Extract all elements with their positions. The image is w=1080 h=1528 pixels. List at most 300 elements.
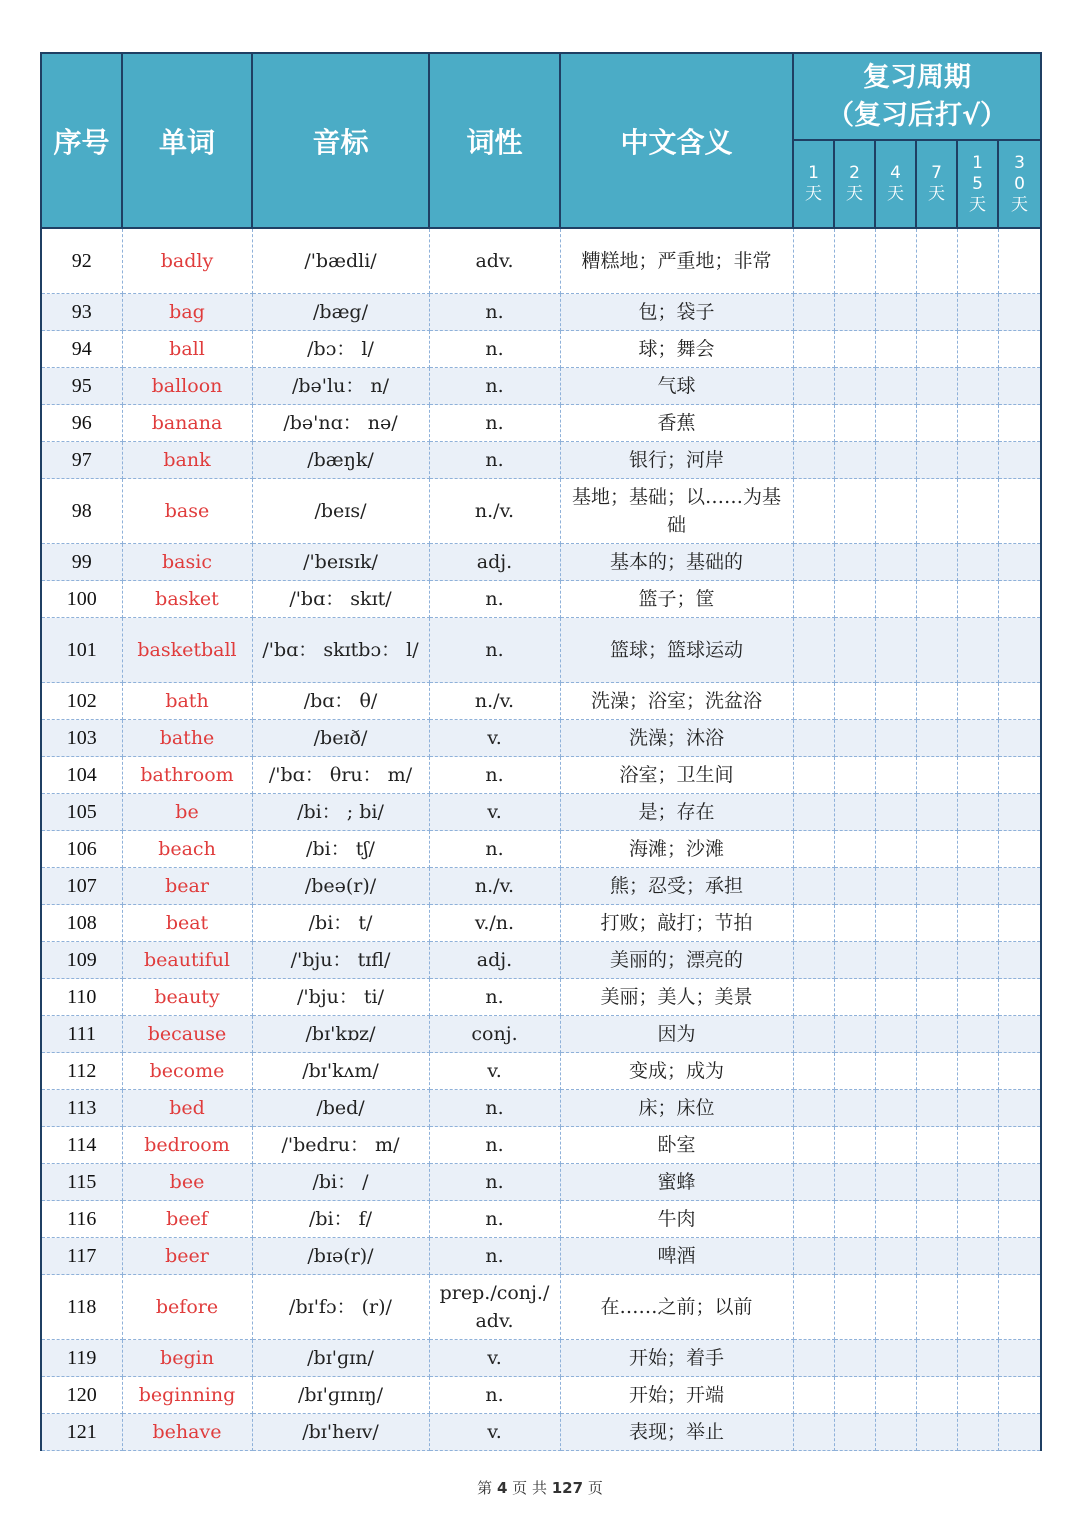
- review-checkbox-cell[interactable]: [998, 405, 1041, 442]
- review-checkbox-cell[interactable]: [957, 683, 998, 720]
- review-checkbox-cell[interactable]: [957, 868, 998, 905]
- row-meaning: 美丽；美人；美景: [560, 979, 793, 1016]
- review-checkbox-cell[interactable]: [998, 1377, 1041, 1414]
- review-checkbox-cell[interactable]: [834, 979, 875, 1016]
- review-checkbox-cell[interactable]: [957, 618, 998, 683]
- review-checkbox-cell[interactable]: [916, 1164, 957, 1201]
- review-day-label-part: 2: [849, 163, 860, 183]
- row-index: 120: [41, 1377, 122, 1414]
- row-index: 114: [41, 1127, 122, 1164]
- row-word: begin: [122, 1340, 252, 1377]
- row-meaning: 洗澡；浴室；洗盆浴: [560, 683, 793, 720]
- review-checkbox-cell[interactable]: [834, 479, 875, 544]
- review-checkbox-cell[interactable]: [957, 368, 998, 405]
- review-checkbox-cell[interactable]: [834, 1201, 875, 1238]
- row-part-of-speech: prep./conj./adv.: [429, 1275, 560, 1340]
- row-word: behave: [122, 1414, 252, 1451]
- review-day-label-part: 1: [808, 163, 819, 183]
- review-checkbox-cell[interactable]: [834, 331, 875, 368]
- review-checkbox-cell[interactable]: [957, 905, 998, 942]
- table-row: [41, 1340, 1041, 1377]
- review-checkbox-cell[interactable]: [957, 405, 998, 442]
- review-checkbox-cell[interactable]: [793, 1414, 834, 1451]
- row-word: banana: [122, 405, 252, 442]
- review-checkbox-cell[interactable]: [957, 1275, 998, 1340]
- table-row: [41, 544, 1041, 581]
- review-checkbox-cell[interactable]: [793, 544, 834, 581]
- header-meaning: 中文含义: [560, 53, 793, 228]
- footer-total-pages: 127: [551, 1479, 584, 1497]
- row-word: bee: [122, 1164, 252, 1201]
- row-index: 108: [41, 905, 122, 942]
- row-meaning: 篮球；篮球运动: [560, 618, 793, 683]
- review-checkbox-cell[interactable]: [998, 1016, 1041, 1053]
- review-checkbox-cell[interactable]: [875, 979, 916, 1016]
- review-checkbox-cell[interactable]: [875, 1275, 916, 1340]
- review-checkbox-cell[interactable]: [916, 1053, 957, 1090]
- review-checkbox-cell[interactable]: [916, 979, 957, 1016]
- review-checkbox-cell[interactable]: [834, 905, 875, 942]
- review-checkbox-cell[interactable]: [793, 581, 834, 618]
- review-checkbox-cell[interactable]: [875, 294, 916, 331]
- review-checkbox-cell[interactable]: [916, 331, 957, 368]
- review-checkbox-cell[interactable]: [957, 942, 998, 979]
- row-index: 97: [41, 442, 122, 479]
- review-checkbox-cell[interactable]: [793, 831, 834, 868]
- row-index: 101: [41, 618, 122, 683]
- row-meaning: 美丽的；漂亮的: [560, 942, 793, 979]
- page-footer: [0, 1477, 1080, 1498]
- review-day-label-part: 天: [805, 184, 822, 204]
- row-meaning: 球；舞会: [560, 331, 793, 368]
- row-meaning: 开始；开端: [560, 1377, 793, 1414]
- review-checkbox-cell[interactable]: [916, 1201, 957, 1238]
- review-checkbox-cell[interactable]: [916, 1090, 957, 1127]
- review-checkbox-cell[interactable]: [834, 581, 875, 618]
- review-checkbox-cell[interactable]: [957, 294, 998, 331]
- review-checkbox-cell[interactable]: [998, 868, 1041, 905]
- review-checkbox-cell[interactable]: [998, 979, 1041, 1016]
- review-checkbox-cell[interactable]: [916, 942, 957, 979]
- row-part-of-speech: n.: [429, 405, 560, 442]
- row-word: bedroom: [122, 1127, 252, 1164]
- row-index: 116: [41, 1201, 122, 1238]
- row-part-of-speech: n./v.: [429, 683, 560, 720]
- row-phonetic: /'bædli/: [252, 228, 429, 294]
- review-checkbox-cell[interactable]: [834, 1053, 875, 1090]
- row-phonetic: /'beɪsɪk/: [252, 544, 429, 581]
- review-checkbox-cell[interactable]: [793, 1201, 834, 1238]
- row-word: basic: [122, 544, 252, 581]
- row-phonetic: /'bɑ： skɪt/: [252, 581, 429, 618]
- review-checkbox-cell[interactable]: [998, 905, 1041, 942]
- row-meaning: 因为: [560, 1016, 793, 1053]
- review-checkbox-cell[interactable]: [875, 1090, 916, 1127]
- review-checkbox-cell[interactable]: [916, 831, 957, 868]
- review-checkbox-cell[interactable]: [875, 1053, 916, 1090]
- review-checkbox-cell[interactable]: [793, 942, 834, 979]
- row-word: be: [122, 794, 252, 831]
- review-checkbox-cell[interactable]: [793, 331, 834, 368]
- review-checkbox-cell[interactable]: [916, 1340, 957, 1377]
- review-checkbox-cell[interactable]: [834, 1377, 875, 1414]
- review-checkbox-cell[interactable]: [998, 442, 1041, 479]
- review-checkbox-cell[interactable]: [834, 294, 875, 331]
- review-checkbox-cell[interactable]: [916, 581, 957, 618]
- row-phonetic: /bi： /: [252, 1164, 429, 1201]
- row-meaning: 表现；举止: [560, 1414, 793, 1451]
- review-checkbox-cell[interactable]: [998, 544, 1041, 581]
- row-part-of-speech: conj.: [429, 1016, 560, 1053]
- row-part-of-speech: n.: [429, 331, 560, 368]
- review-checkbox-cell[interactable]: [834, 1238, 875, 1275]
- review-checkbox-cell[interactable]: [834, 544, 875, 581]
- row-phonetic: /bɑ： θ/: [252, 683, 429, 720]
- row-phonetic: /bi： f/: [252, 1201, 429, 1238]
- review-checkbox-cell[interactable]: [916, 905, 957, 942]
- review-checkbox-cell[interactable]: [957, 1340, 998, 1377]
- row-index: 109: [41, 942, 122, 979]
- review-checkbox-cell[interactable]: [793, 794, 834, 831]
- row-word: beat: [122, 905, 252, 942]
- review-checkbox-cell[interactable]: [875, 868, 916, 905]
- header-review-cycle: [793, 53, 1041, 140]
- row-part-of-speech: n./v.: [429, 868, 560, 905]
- review-checkbox-cell[interactable]: [998, 720, 1041, 757]
- row-phonetic: /beɪs/: [252, 479, 429, 544]
- row-word: beginning: [122, 1377, 252, 1414]
- table-row: [41, 1016, 1041, 1053]
- row-meaning: 气球: [560, 368, 793, 405]
- review-checkbox-cell[interactable]: [834, 1414, 875, 1451]
- review-checkbox-cell[interactable]: [916, 479, 957, 544]
- review-checkbox-cell[interactable]: [834, 442, 875, 479]
- row-phonetic: /bɪ'heɪv/: [252, 1414, 429, 1451]
- review-checkbox-cell[interactable]: [998, 479, 1041, 544]
- row-word: bear: [122, 868, 252, 905]
- review-checkbox-cell[interactable]: [875, 1238, 916, 1275]
- row-part-of-speech: n.: [429, 1201, 560, 1238]
- review-checkbox-cell[interactable]: [957, 228, 998, 294]
- review-checkbox-cell[interactable]: [957, 794, 998, 831]
- review-checkbox-cell[interactable]: [957, 831, 998, 868]
- review-checkbox-cell[interactable]: [875, 1164, 916, 1201]
- review-checkbox-cell[interactable]: [916, 720, 957, 757]
- review-checkbox-cell[interactable]: [793, 720, 834, 757]
- review-checkbox-cell[interactable]: [998, 368, 1041, 405]
- table-row: [41, 794, 1041, 831]
- table-row: [41, 331, 1041, 368]
- row-phonetic: /bɪ'kɒz/: [252, 1016, 429, 1053]
- vocabulary-table: [40, 52, 1042, 1451]
- review-checkbox-cell[interactable]: [875, 368, 916, 405]
- review-day-label-part: 天: [928, 184, 945, 204]
- review-checkbox-cell[interactable]: [957, 1238, 998, 1275]
- review-checkbox-cell[interactable]: [998, 1053, 1041, 1090]
- row-word: bathe: [122, 720, 252, 757]
- review-checkbox-cell[interactable]: [916, 368, 957, 405]
- review-checkbox-cell[interactable]: [834, 368, 875, 405]
- review-checkbox-cell[interactable]: [875, 1340, 916, 1377]
- review-checkbox-cell[interactable]: [875, 405, 916, 442]
- review-checkbox-cell[interactable]: [957, 1127, 998, 1164]
- review-checkbox-cell[interactable]: [998, 794, 1041, 831]
- review-checkbox-cell[interactable]: [793, 1016, 834, 1053]
- row-meaning: 蜜蜂: [560, 1164, 793, 1201]
- review-checkbox-cell[interactable]: [957, 1414, 998, 1451]
- row-part-of-speech: adj.: [429, 544, 560, 581]
- row-phonetic: /bæg/: [252, 294, 429, 331]
- review-checkbox-cell[interactable]: [793, 1377, 834, 1414]
- row-index: 110: [41, 979, 122, 1016]
- row-part-of-speech: n.: [429, 1377, 560, 1414]
- review-checkbox-cell[interactable]: [998, 228, 1041, 294]
- review-checkbox-cell[interactable]: [957, 331, 998, 368]
- review-checkbox-cell[interactable]: [875, 1016, 916, 1053]
- review-checkbox-cell[interactable]: [793, 368, 834, 405]
- review-checkbox-cell[interactable]: [998, 1127, 1041, 1164]
- review-checkbox-cell[interactable]: [875, 479, 916, 544]
- review-checkbox-cell[interactable]: [834, 1090, 875, 1127]
- review-checkbox-cell[interactable]: [957, 544, 998, 581]
- review-checkbox-cell[interactable]: [957, 1090, 998, 1127]
- table-row: [41, 979, 1041, 1016]
- review-checkbox-cell[interactable]: [834, 405, 875, 442]
- review-checkbox-cell[interactable]: [834, 1127, 875, 1164]
- row-index: 104: [41, 757, 122, 794]
- review-checkbox-cell[interactable]: [957, 720, 998, 757]
- review-checkbox-cell[interactable]: [834, 720, 875, 757]
- review-checkbox-cell[interactable]: [998, 1238, 1041, 1275]
- review-checkbox-cell[interactable]: [998, 1201, 1041, 1238]
- row-index: 100: [41, 581, 122, 618]
- review-checkbox-cell[interactable]: [793, 294, 834, 331]
- review-day-header: [916, 140, 957, 228]
- review-checkbox-cell[interactable]: [998, 618, 1041, 683]
- review-checkbox-cell[interactable]: [793, 1127, 834, 1164]
- review-checkbox-cell[interactable]: [875, 720, 916, 757]
- review-checkbox-cell[interactable]: [998, 1414, 1041, 1451]
- review-checkbox-cell[interactable]: [957, 1164, 998, 1201]
- review-checkbox-cell[interactable]: [875, 1127, 916, 1164]
- table-row: [41, 1053, 1041, 1090]
- review-checkbox-cell[interactable]: [916, 228, 957, 294]
- row-meaning: 牛肉: [560, 1201, 793, 1238]
- row-index: 115: [41, 1164, 122, 1201]
- review-checkbox-cell[interactable]: [998, 1340, 1041, 1377]
- row-index: 95: [41, 368, 122, 405]
- review-checkbox-cell[interactable]: [916, 294, 957, 331]
- review-checkbox-cell[interactable]: [916, 1275, 957, 1340]
- row-meaning: 海滩；沙滩: [560, 831, 793, 868]
- review-checkbox-cell[interactable]: [916, 1377, 957, 1414]
- row-meaning: 开始；着手: [560, 1340, 793, 1377]
- review-checkbox-cell[interactable]: [916, 757, 957, 794]
- review-day-label-part: 3: [1014, 152, 1025, 173]
- review-checkbox-cell[interactable]: [793, 1238, 834, 1275]
- review-checkbox-cell[interactable]: [875, 228, 916, 294]
- review-checkbox-cell[interactable]: [834, 1016, 875, 1053]
- review-checkbox-cell[interactable]: [957, 479, 998, 544]
- review-checkbox-cell[interactable]: [875, 1201, 916, 1238]
- review-checkbox-cell[interactable]: [998, 942, 1041, 979]
- row-word: base: [122, 479, 252, 544]
- table-row: [41, 479, 1041, 544]
- review-checkbox-cell[interactable]: [916, 1127, 957, 1164]
- table-row: [41, 1201, 1041, 1238]
- row-part-of-speech: v./n.: [429, 905, 560, 942]
- review-checkbox-cell[interactable]: [834, 1164, 875, 1201]
- row-word: bank: [122, 442, 252, 479]
- review-checkbox-cell[interactable]: [793, 1164, 834, 1201]
- review-checkbox-cell[interactable]: [875, 794, 916, 831]
- review-checkbox-cell[interactable]: [875, 1414, 916, 1451]
- review-checkbox-cell[interactable]: [998, 294, 1041, 331]
- review-checkbox-cell[interactable]: [916, 868, 957, 905]
- review-checkbox-cell[interactable]: [834, 1340, 875, 1377]
- row-meaning: 啤酒: [560, 1238, 793, 1275]
- review-checkbox-cell[interactable]: [875, 942, 916, 979]
- table-row: [41, 1275, 1041, 1340]
- review-checkbox-cell[interactable]: [834, 794, 875, 831]
- review-day-label-part: 天: [887, 184, 904, 204]
- table-row: [41, 1414, 1041, 1451]
- review-checkbox-cell[interactable]: [998, 831, 1041, 868]
- review-checkbox-cell[interactable]: [793, 683, 834, 720]
- review-checkbox-cell[interactable]: [875, 683, 916, 720]
- review-checkbox-cell[interactable]: [793, 1053, 834, 1090]
- row-phonetic: /bɔ： l/: [252, 331, 429, 368]
- row-phonetic: /bed/: [252, 1090, 429, 1127]
- review-checkbox-cell[interactable]: [793, 442, 834, 479]
- row-phonetic: /'bju： tɪfl/: [252, 942, 429, 979]
- review-checkbox-cell[interactable]: [957, 979, 998, 1016]
- review-checkbox-cell[interactable]: [875, 544, 916, 581]
- header-word: 单词: [122, 53, 252, 228]
- review-checkbox-cell[interactable]: [793, 1090, 834, 1127]
- review-checkbox-cell[interactable]: [957, 1053, 998, 1090]
- review-checkbox-cell[interactable]: [916, 1238, 957, 1275]
- row-meaning: 银行；河岸: [560, 442, 793, 479]
- review-checkbox-cell[interactable]: [793, 618, 834, 683]
- review-checkbox-cell[interactable]: [875, 757, 916, 794]
- row-meaning: 基地；基础；以……为基础: [560, 479, 793, 544]
- review-checkbox-cell[interactable]: [916, 683, 957, 720]
- review-checkbox-cell[interactable]: [834, 618, 875, 683]
- review-checkbox-cell[interactable]: [957, 1201, 998, 1238]
- row-index: 112: [41, 1053, 122, 1090]
- row-phonetic: /bæŋk/: [252, 442, 429, 479]
- review-checkbox-cell[interactable]: [793, 405, 834, 442]
- review-checkbox-cell[interactable]: [916, 442, 957, 479]
- row-phonetic: /'bedru： m/: [252, 1127, 429, 1164]
- review-checkbox-cell[interactable]: [834, 868, 875, 905]
- review-checkbox-cell[interactable]: [916, 1414, 957, 1451]
- row-meaning: 香蕉: [560, 405, 793, 442]
- review-checkbox-cell[interactable]: [793, 979, 834, 1016]
- review-checkbox-cell[interactable]: [957, 442, 998, 479]
- row-part-of-speech: n.: [429, 294, 560, 331]
- review-checkbox-cell[interactable]: [875, 905, 916, 942]
- table-row: [41, 228, 1041, 294]
- review-checkbox-cell[interactable]: [916, 544, 957, 581]
- row-phonetic: /'bju： ti/: [252, 979, 429, 1016]
- review-day-label-part: 4: [890, 163, 901, 183]
- review-checkbox-cell[interactable]: [916, 1016, 957, 1053]
- table-row: [41, 905, 1041, 942]
- vocabulary-sheet: [40, 52, 1040, 1451]
- review-checkbox-cell[interactable]: [793, 1275, 834, 1340]
- review-checkbox-cell[interactable]: [998, 581, 1041, 618]
- review-checkbox-cell[interactable]: [957, 581, 998, 618]
- row-meaning: 打败；敲打；节拍: [560, 905, 793, 942]
- review-checkbox-cell[interactable]: [998, 1090, 1041, 1127]
- table-row: [41, 831, 1041, 868]
- review-checkbox-cell[interactable]: [957, 1016, 998, 1053]
- row-part-of-speech: n.: [429, 581, 560, 618]
- review-checkbox-cell[interactable]: [998, 757, 1041, 794]
- review-checkbox-cell[interactable]: [793, 228, 834, 294]
- row-index: 103: [41, 720, 122, 757]
- review-checkbox-cell[interactable]: [957, 757, 998, 794]
- row-phonetic: /bɪ'kʌm/: [252, 1053, 429, 1090]
- review-checkbox-cell[interactable]: [875, 331, 916, 368]
- review-checkbox-cell[interactable]: [793, 905, 834, 942]
- review-checkbox-cell[interactable]: [834, 831, 875, 868]
- review-checkbox-cell[interactable]: [916, 405, 957, 442]
- row-index: 102: [41, 683, 122, 720]
- review-checkbox-cell[interactable]: [793, 868, 834, 905]
- review-checkbox-cell[interactable]: [834, 757, 875, 794]
- review-checkbox-cell[interactable]: [998, 1164, 1041, 1201]
- row-index: 113: [41, 1090, 122, 1127]
- review-checkbox-cell[interactable]: [793, 1340, 834, 1377]
- row-index: 121: [41, 1414, 122, 1451]
- review-checkbox-cell[interactable]: [916, 794, 957, 831]
- review-checkbox-cell[interactable]: [793, 479, 834, 544]
- review-checkbox-cell[interactable]: [875, 618, 916, 683]
- table-row: [41, 1164, 1041, 1201]
- table-row: [41, 405, 1041, 442]
- row-part-of-speech: n.: [429, 1164, 560, 1201]
- row-meaning: 床；床位: [560, 1090, 793, 1127]
- review-checkbox-cell[interactable]: [875, 1377, 916, 1414]
- row-index: 111: [41, 1016, 122, 1053]
- table-row: [41, 1377, 1041, 1414]
- review-checkbox-cell[interactable]: [957, 1377, 998, 1414]
- row-phonetic: /bɪ'ɡɪn/: [252, 1340, 429, 1377]
- review-checkbox-cell[interactable]: [793, 757, 834, 794]
- row-phonetic: /beɪð/: [252, 720, 429, 757]
- review-checkbox-cell[interactable]: [834, 228, 875, 294]
- review-checkbox-cell[interactable]: [998, 331, 1041, 368]
- review-checkbox-cell[interactable]: [875, 442, 916, 479]
- review-checkbox-cell[interactable]: [916, 618, 957, 683]
- review-checkbox-cell[interactable]: [998, 1275, 1041, 1340]
- review-checkbox-cell[interactable]: [875, 581, 916, 618]
- review-checkbox-cell[interactable]: [834, 1275, 875, 1340]
- row-meaning: 卧室: [560, 1127, 793, 1164]
- review-checkbox-cell[interactable]: [998, 683, 1041, 720]
- row-word: beautiful: [122, 942, 252, 979]
- row-part-of-speech: n.: [429, 831, 560, 868]
- review-checkbox-cell[interactable]: [834, 683, 875, 720]
- review-checkbox-cell[interactable]: [875, 831, 916, 868]
- vocabulary-table-body: [41, 228, 1041, 1451]
- row-part-of-speech: v.: [429, 1340, 560, 1377]
- review-checkbox-cell[interactable]: [834, 942, 875, 979]
- row-index: 96: [41, 405, 122, 442]
